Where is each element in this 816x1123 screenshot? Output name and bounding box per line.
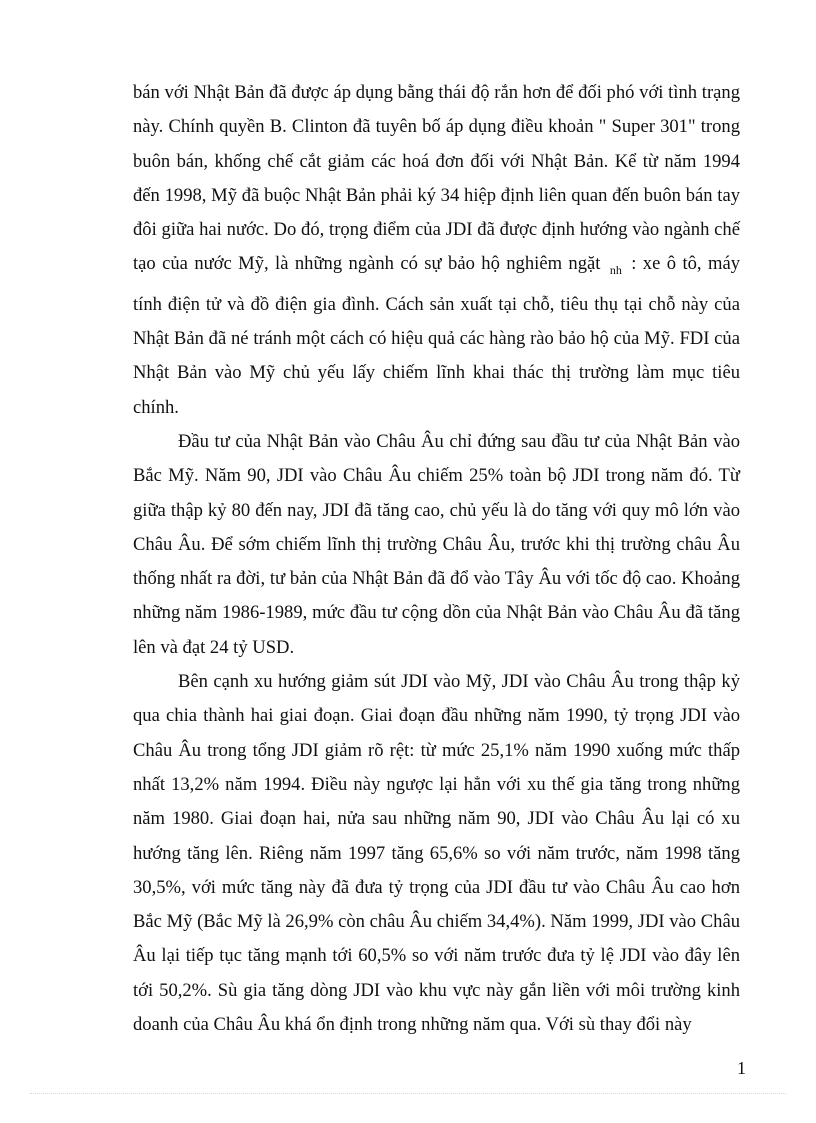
text-line: 30,5%, với mức tăng này đã đưa tỷ trọng của JDI đầu tư vào Châu Âu cao hơn [133,876,740,898]
text-line: qua chia thành hai giai đoạn. Giai đoạn đầu những năm 1990, tỷ trọng JDI vào [133,705,740,727]
text-line: Bên cạnh xu hướng giảm sút JDI vào Mỹ, JDI vào Châu Âu trong thập kỷ [178,671,740,693]
subscript-fragment: nh [609,263,622,278]
text-line: lên và đạt 24 tỷ USD. [133,636,295,658]
text-line: thống nhất ra đời, tư bản của Nhật Bản đã đổ vào Tây Âu với tốc độ cao. Khoảng [133,568,740,590]
text-line: nhất 13,2% năm 1994. Điều này ngược lại hẳn với xu thế gia tăng trong những [133,773,740,795]
text-line: Châu Âu lại tiếp tục tăng mạnh tới 60,5% so với năm trước đưa tỷ lệ JDI vào đây [133,911,740,967]
text-line: giữa thập kỷ 80 đến nay, JDI đã tăng cao, chủ yếu là do tăng với quy mô lớn vào [133,499,740,521]
text-line: năm 1980. Giai đoạn hai, nửa sau những năm 90, JDI vào Châu Âu lại có xu [133,808,740,830]
text-line: tiêu chính. [133,362,741,418]
text-fragment: : xe ô [624,253,677,275]
paragraph-2 [133,425,740,665]
text-line: Bắc Mỹ. Năm 90, JDI vào Châu Âu chiếm 25% toàn bộ JDI trong năm đó. Từ [133,465,740,487]
text-line: 1994 đến 1998, Mỹ đã buộc Nhật Bản phải ký 34 hiệp định liên quan đến buôn [133,150,740,206]
body-text [133,76,740,1042]
text-fragment: ngành chế tạo của nước Mỹ, là những ngành có sự bảo hộ nghiêm ngặt [133,219,740,275]
text-line: Đầu tư của Nhật Bản vào Châu Âu chỉ đứng sau đầu tư của Nhật Bản vào [178,430,740,452]
text-line: hướng tăng lên. Riêng năm 1997 tăng 65,6% so với năm trước, năm 1998 tăng [133,842,740,864]
text-line: trạng này. Chính quyền B. Clinton đã tuyên bố áp dụng điều khoản " Super 301" [133,82,740,138]
text-line: bán tay đôi giữa hai nước. Do đó, trọng điểm của JDI đã được định hướng vào [133,184,741,241]
text-line: Bắc Mỹ (Bắc Mỹ là 26,9% còn châu Âu chiếm 34,4%). Năm 1999, JDI vào [133,911,697,933]
paragraph-3 [133,665,740,1042]
text-line: lên tới 50,2%. Sù gia tăng dòng JDI vào khu vực này gắn liền với môi trường [133,945,740,1001]
text-line: Châu Âu trong tổng JDI giảm rõ rệt: từ mức 25,1% năm 1990 xuống mức thấp [133,739,740,761]
text-line: tô, máy tính điện tử và đồ điện gia đình. Cách sản xuất tại chỗ, tiêu thụ tại chỗ [133,253,740,315]
paragraph-1 [133,76,740,425]
text-line: này của Nhật Bản đã né tránh một cách có hiệu quả các hàng rào bảo hộ của Mỹ. [133,293,740,350]
text-line: FDI của Nhật Bản vào Mỹ chủ yếu lấy chiếm lĩnh khai thác thị trường làm mục [133,328,740,384]
page-number: 1 [737,1058,746,1078]
page-bottom-rule [30,1093,786,1094]
text-line: Châu Âu. Để sớm chiếm lĩnh thị trường Châu Âu, trước khi thị trường châu Âu [133,533,740,555]
text-line: những năm 1986-1989, mức đầu tư cộng dồn của Nhật Bản vào Châu Âu đã tăng [133,602,740,624]
text-line: trong buôn bán, khống chế cắt giảm các hoá đơn đối với Nhật Bản. Kể từ năm [133,116,740,172]
text-line: bán với Nhật Bản đã được áp dụng bằng thái độ rắn hơn để đối phó với tình [133,82,698,103]
text-line: kinh doanh của Châu Âu khá ổn định trong những năm qua. Với sù thay đổi này [133,979,740,1036]
